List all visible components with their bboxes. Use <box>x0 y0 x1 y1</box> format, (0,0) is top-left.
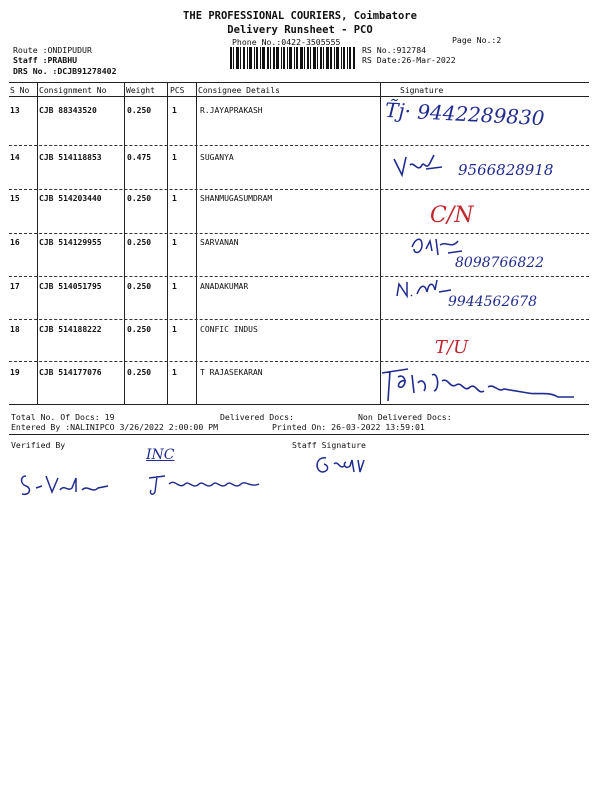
staff-name: Staff :PRABHU <box>13 55 78 65</box>
page-number: Page No.:2 <box>452 35 502 45</box>
col-header-weight: Weight <box>126 86 155 95</box>
row-pcs: 1 <box>172 238 177 247</box>
handwritten-phone: 9566828918 <box>458 161 554 179</box>
company-name: THE PROFESSIONAL COURIERS, Coimbatore <box>183 10 417 22</box>
row-consignment: CJB 514118853 <box>39 153 102 162</box>
row-consignment: CJB 88343520 <box>39 106 97 115</box>
column-divider <box>196 82 197 404</box>
footer-rule <box>9 434 589 435</box>
row-consignee: SUGANYA <box>200 153 234 162</box>
row-weight: 0.250 <box>127 106 152 115</box>
staff-signature-label: Staff Signature <box>292 440 366 450</box>
row-sno: 14 <box>10 153 20 162</box>
phone-number: Phone No.:0422-3505555 <box>232 37 341 47</box>
handwritten-signature-mark <box>390 151 450 183</box>
row-pcs: 1 <box>172 153 177 162</box>
non-delivered-docs: Non Delivered Docs: <box>358 412 452 422</box>
row-consignee: R.JAYAPRAKASH <box>200 106 263 115</box>
row-consignment: CJB 514051795 <box>39 282 102 291</box>
staff-signature <box>312 452 372 476</box>
row-weight: 0.250 <box>127 325 152 334</box>
handwritten-phone: 8098766822 <box>455 255 545 271</box>
inc-note: INC <box>146 447 175 463</box>
row-consignee: SARVANAN <box>200 238 239 247</box>
total-docs: Total No. Of Docs: 19 <box>11 412 115 422</box>
row-pcs: 1 <box>172 194 177 203</box>
col-header-consignee: Consignee Details <box>198 86 280 95</box>
row-consignment: CJB 514188222 <box>39 325 102 334</box>
rs-date: RS Date:26-Mar-2022 <box>362 55 456 65</box>
handwritten-status: T/U <box>435 337 469 358</box>
row-separator <box>9 361 589 362</box>
row-weight: 0.250 <box>127 368 152 377</box>
table-top-rule <box>9 82 589 83</box>
row-consignee: ANADAKUMAR <box>200 282 249 291</box>
row-sno: 19 <box>10 368 20 377</box>
runsheet-title: Delivery Runsheet - PCO <box>227 24 373 36</box>
row-sno: 17 <box>10 282 20 291</box>
column-divider <box>167 82 168 404</box>
row-pcs: 1 <box>172 325 177 334</box>
row-separator <box>9 276 589 277</box>
row-pcs: 1 <box>172 106 177 115</box>
handwritten-signature-mark <box>378 363 588 405</box>
route: Route :ONDIPUDUR <box>13 45 92 55</box>
row-separator <box>9 319 589 320</box>
row-consignee: CONFIC INDUS <box>200 325 258 334</box>
col-header-signature: Signature <box>400 86 444 95</box>
row-weight: 0.250 <box>127 194 152 203</box>
table-header-rule <box>9 96 589 97</box>
col-header-sno: S No <box>10 86 30 95</box>
printed-on: Printed On: 26-03-2022 13:59:01 <box>272 422 425 432</box>
rs-number: RS No.:912784 <box>362 45 427 55</box>
row-separator <box>9 233 589 234</box>
handwritten-phone: 9944562678 <box>448 294 538 310</box>
row-weight: 0.250 <box>127 282 152 291</box>
delivered-docs: Delivered Docs: <box>220 412 294 422</box>
row-sno: 16 <box>10 238 20 247</box>
row-sno: 13 <box>10 106 20 115</box>
row-sno: 18 <box>10 325 20 334</box>
row-separator <box>9 145 589 146</box>
verifier-signature <box>18 470 118 500</box>
barcode <box>230 47 355 69</box>
table-bottom-rule <box>9 404 589 405</box>
handwritten-status: C/N <box>430 203 474 228</box>
handwritten-name-signature <box>145 470 265 498</box>
row-consignee: SHANMUGASUMDRAM <box>200 194 273 203</box>
row-sno: 15 <box>10 194 20 203</box>
col-header-consignment: Consignment No <box>39 86 107 95</box>
column-divider <box>37 82 38 404</box>
verified-by-label: Verified By <box>11 440 66 450</box>
column-divider <box>124 82 125 404</box>
row-weight: 0.250 <box>127 238 152 247</box>
row-consignment: CJB 514203440 <box>39 194 102 203</box>
col-header-pcs: PCS <box>170 86 185 95</box>
handwritten-signature: T̃j· 9442289830 <box>384 97 546 131</box>
row-consignment: CJB 514129955 <box>39 238 102 247</box>
row-consignment: CJB 514177076 <box>39 368 102 377</box>
row-pcs: 1 <box>172 368 177 377</box>
column-divider <box>380 82 381 404</box>
drs-number: DRS No. :DCJB91278402 <box>13 66 117 76</box>
row-weight: 0.475 <box>127 153 152 162</box>
row-pcs: 1 <box>172 282 177 291</box>
row-separator <box>9 189 589 190</box>
row-consignee: T RAJASEKARAN <box>200 368 263 377</box>
entered-by: Entered By :NALINIPCO 3/26/2022 2:00:00 PM <box>11 422 219 432</box>
